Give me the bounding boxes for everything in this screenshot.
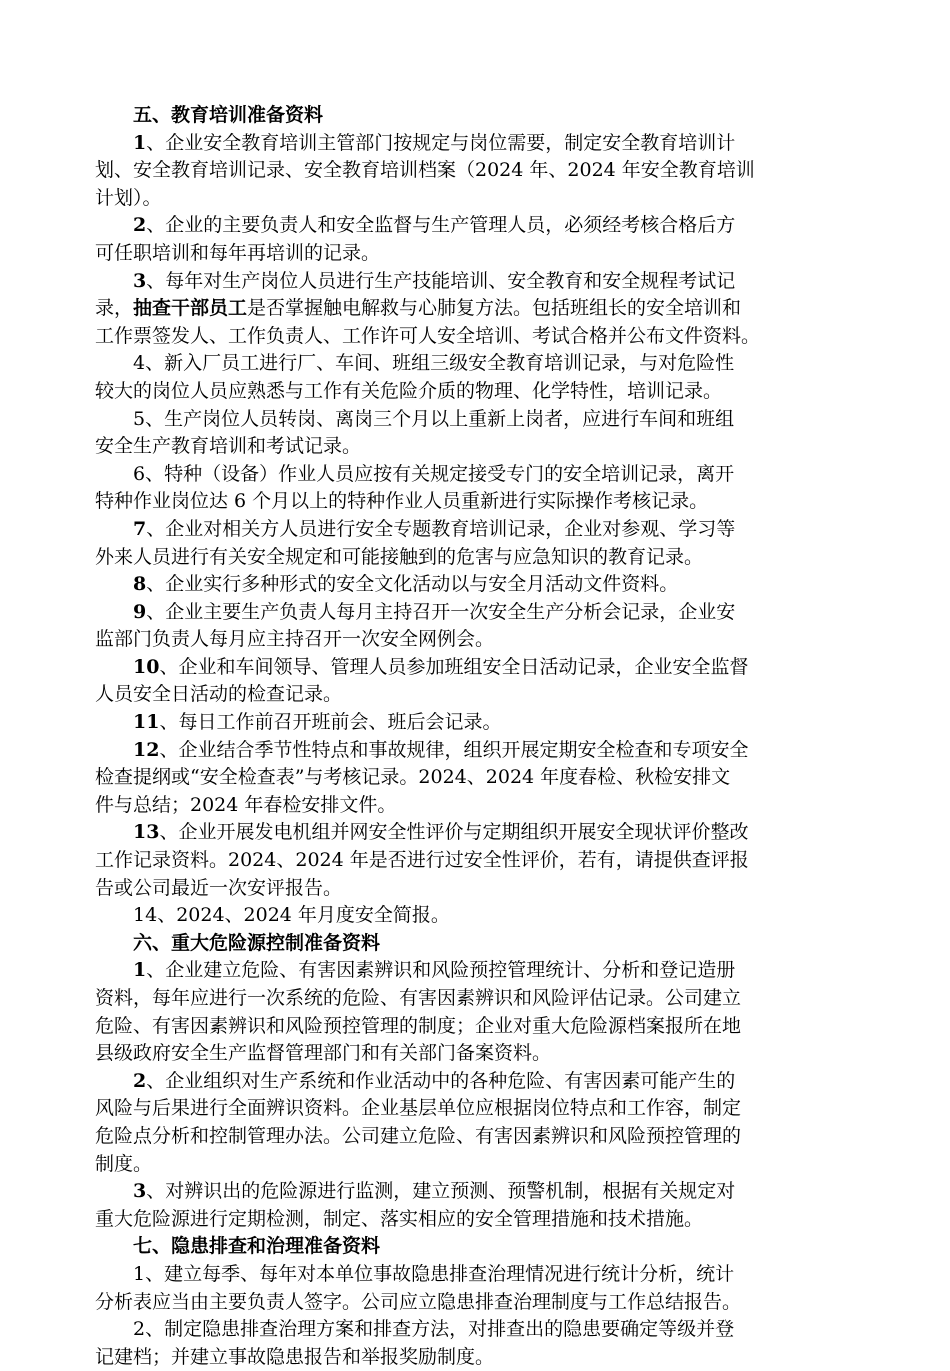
emphasis-text: 抽查干部员工 (133, 297, 248, 320)
section-heading: 七、隐患排查和治理准备资料 (133, 1235, 381, 1258)
paragraph-line: 风险与后果进行全面辨识资料。企业基层单位应根据岗位特点和工作容，制定 (95, 1097, 742, 1120)
paragraph-line: 工作记录资料。2024、2024 年是否进行过安全性评价，若有，请提供查评报 (95, 849, 749, 872)
paragraph-line: 危险点分析和控制管理办法。公司建立危险、有害因素辨识和风险预控管理的 (95, 1124, 742, 1147)
paragraph-line: 13、企业开展发电机组并网安全性评价与定期组织开展安全现状评价整改 (133, 821, 749, 844)
paragraph-line: 14、2024、2024 年月度安全简报。 (133, 904, 450, 927)
paragraph-line: 县级政府安全生产监督管理部门和有关部门备案资料。 (95, 1042, 552, 1065)
paragraph-line: 制度。 (95, 1152, 153, 1175)
paragraph-line: 录，抽查干部员工是否掌握触电解救与心肺复方法。包括班组长的安全培训和 (95, 297, 742, 320)
section-heading: 六、重大危险源控制准备资料 (133, 931, 381, 954)
paragraph-line: 危险、有害因素辨识和风险预控管理的制度；企业对重大危险源档案报所在地 (95, 1014, 742, 1037)
paragraph-line: 8、企业实行多种形式的安全文化活动以与安全月活动文件资料。 (133, 573, 679, 596)
paragraph-line: 1、企业安全教育培训主管部门按规定与岗位需要，制定安全教育培训计 (133, 131, 736, 154)
paragraph-line: 人员安全日活动的检查记录。 (95, 683, 343, 706)
paragraph-line: 1、建立每季、每年对本单位事故隐患排查治理情况进行统计分析，统计 (133, 1262, 735, 1285)
paragraph-line: 11、每日工作前召开班前会、班后会记录。 (133, 711, 502, 734)
section-heading: 五、教育培训准备资料 (133, 104, 324, 126)
paragraph-line: 3、每年对生产岗位人员进行生产技能培训、安全教育和安全规程考试记 (133, 269, 736, 292)
paragraph-line: 记建档；并建立事故隐患报告和举报奖励制度。 (95, 1345, 495, 1368)
paragraph-line: 安全生产教育培训和考试记录。 (95, 435, 362, 458)
paragraph-line: 检查提纲或“安全检查表”与考核记录。2024、2024 年度春检、秋检安排文 (95, 766, 731, 789)
paragraph-line: 7、企业对相关方人员进行安全专题教育培训记录，企业对参观、学习等 (133, 517, 736, 540)
paragraph-line: 重大危险源进行定期检测，制定、落实相应的安全管理措施和技术措施。 (95, 1207, 704, 1230)
paragraph-line: 10、企业和车间领导、管理人员参加班组安全日活动记录，企业安全监督 (133, 655, 749, 678)
paragraph-line: 4、新入厂员工进行厂、车间、班组三级安全教育培训记录，与对危险性 (133, 352, 735, 375)
paragraph-line: 件与总结；2024 年春检安排文件。 (95, 793, 397, 816)
paragraph-line: 5、生产岗位人员转岗、离岗三个月以上重新上岗者，应进行车间和班组 (133, 407, 735, 430)
paragraph-line: 资料，每年应进行一次系统的危险、有害因素辨识和风险评估记录。公司建立 (95, 987, 742, 1009)
paragraph-line: 1、企业建立危险、有害因素辨识和风险预控管理统计、分析和登记造册 (133, 959, 736, 982)
paragraph-line: 外来人员进行有关安全规定和可能接触到的危害与应急知识的教育记录。 (95, 545, 704, 568)
paragraph-line: 较大的岗位人员应熟悉与工作有关危险介质的物理、化学特性，培训记录。 (95, 379, 723, 402)
paragraph-line: 可任职培训和每年再培训的记录。 (95, 241, 381, 264)
paragraph-line: 工作票签发人、工作负责人、工作许可人安全培训、考试合格并公布文件资料。 (95, 324, 761, 347)
paragraph-line: 分析表应当由主要负责人签字。公司应立隐患排查治理制度与工作总结报告。 (95, 1290, 742, 1313)
paragraph-line: 9、企业主要生产负责人每月主持召开一次安全生产分析会记录，企业安 (133, 600, 736, 623)
paragraph-line: 12、企业结合季节性特点和事故规律，组织开展定期安全检查和专项安全 (133, 738, 749, 761)
paragraph-line: 告或公司最近一次安评报告。 (95, 876, 343, 899)
paragraph-line: 2、企业组织对生产系统和作业活动中的各种危险、有害因素可能产生的 (133, 1069, 736, 1092)
paragraph-line: 监部门负责人每月应主持召开一次安全网例会。 (95, 628, 495, 651)
paragraph-line: 3、对辨识出的危险源进行监测，建立预测、预警机制，根据有关规定对 (133, 1180, 736, 1203)
paragraph-line: 划、安全教育培训记录、安全教育培训档案（2024 年、2024 年安全教育培训 (95, 159, 755, 182)
paragraph-line: 6、特种（设备）作业人员应按有关规定接受专门的安全培训记录，离开 (133, 462, 735, 485)
paragraph-line: 计划）。 (95, 186, 162, 209)
paragraph-line: 特种作业岗位达 6 个月以上的特种作业人员重新进行实际操作考核记录。 (95, 490, 709, 513)
paragraph-line: 2、制定隐患排查治理方案和排查方法，对排查出的隐患要确定等级并登 (133, 1318, 735, 1341)
paragraph-line: 2、企业的主要负责人和安全监督与生产管理人员，必须经考核合格后方 (133, 214, 736, 237)
